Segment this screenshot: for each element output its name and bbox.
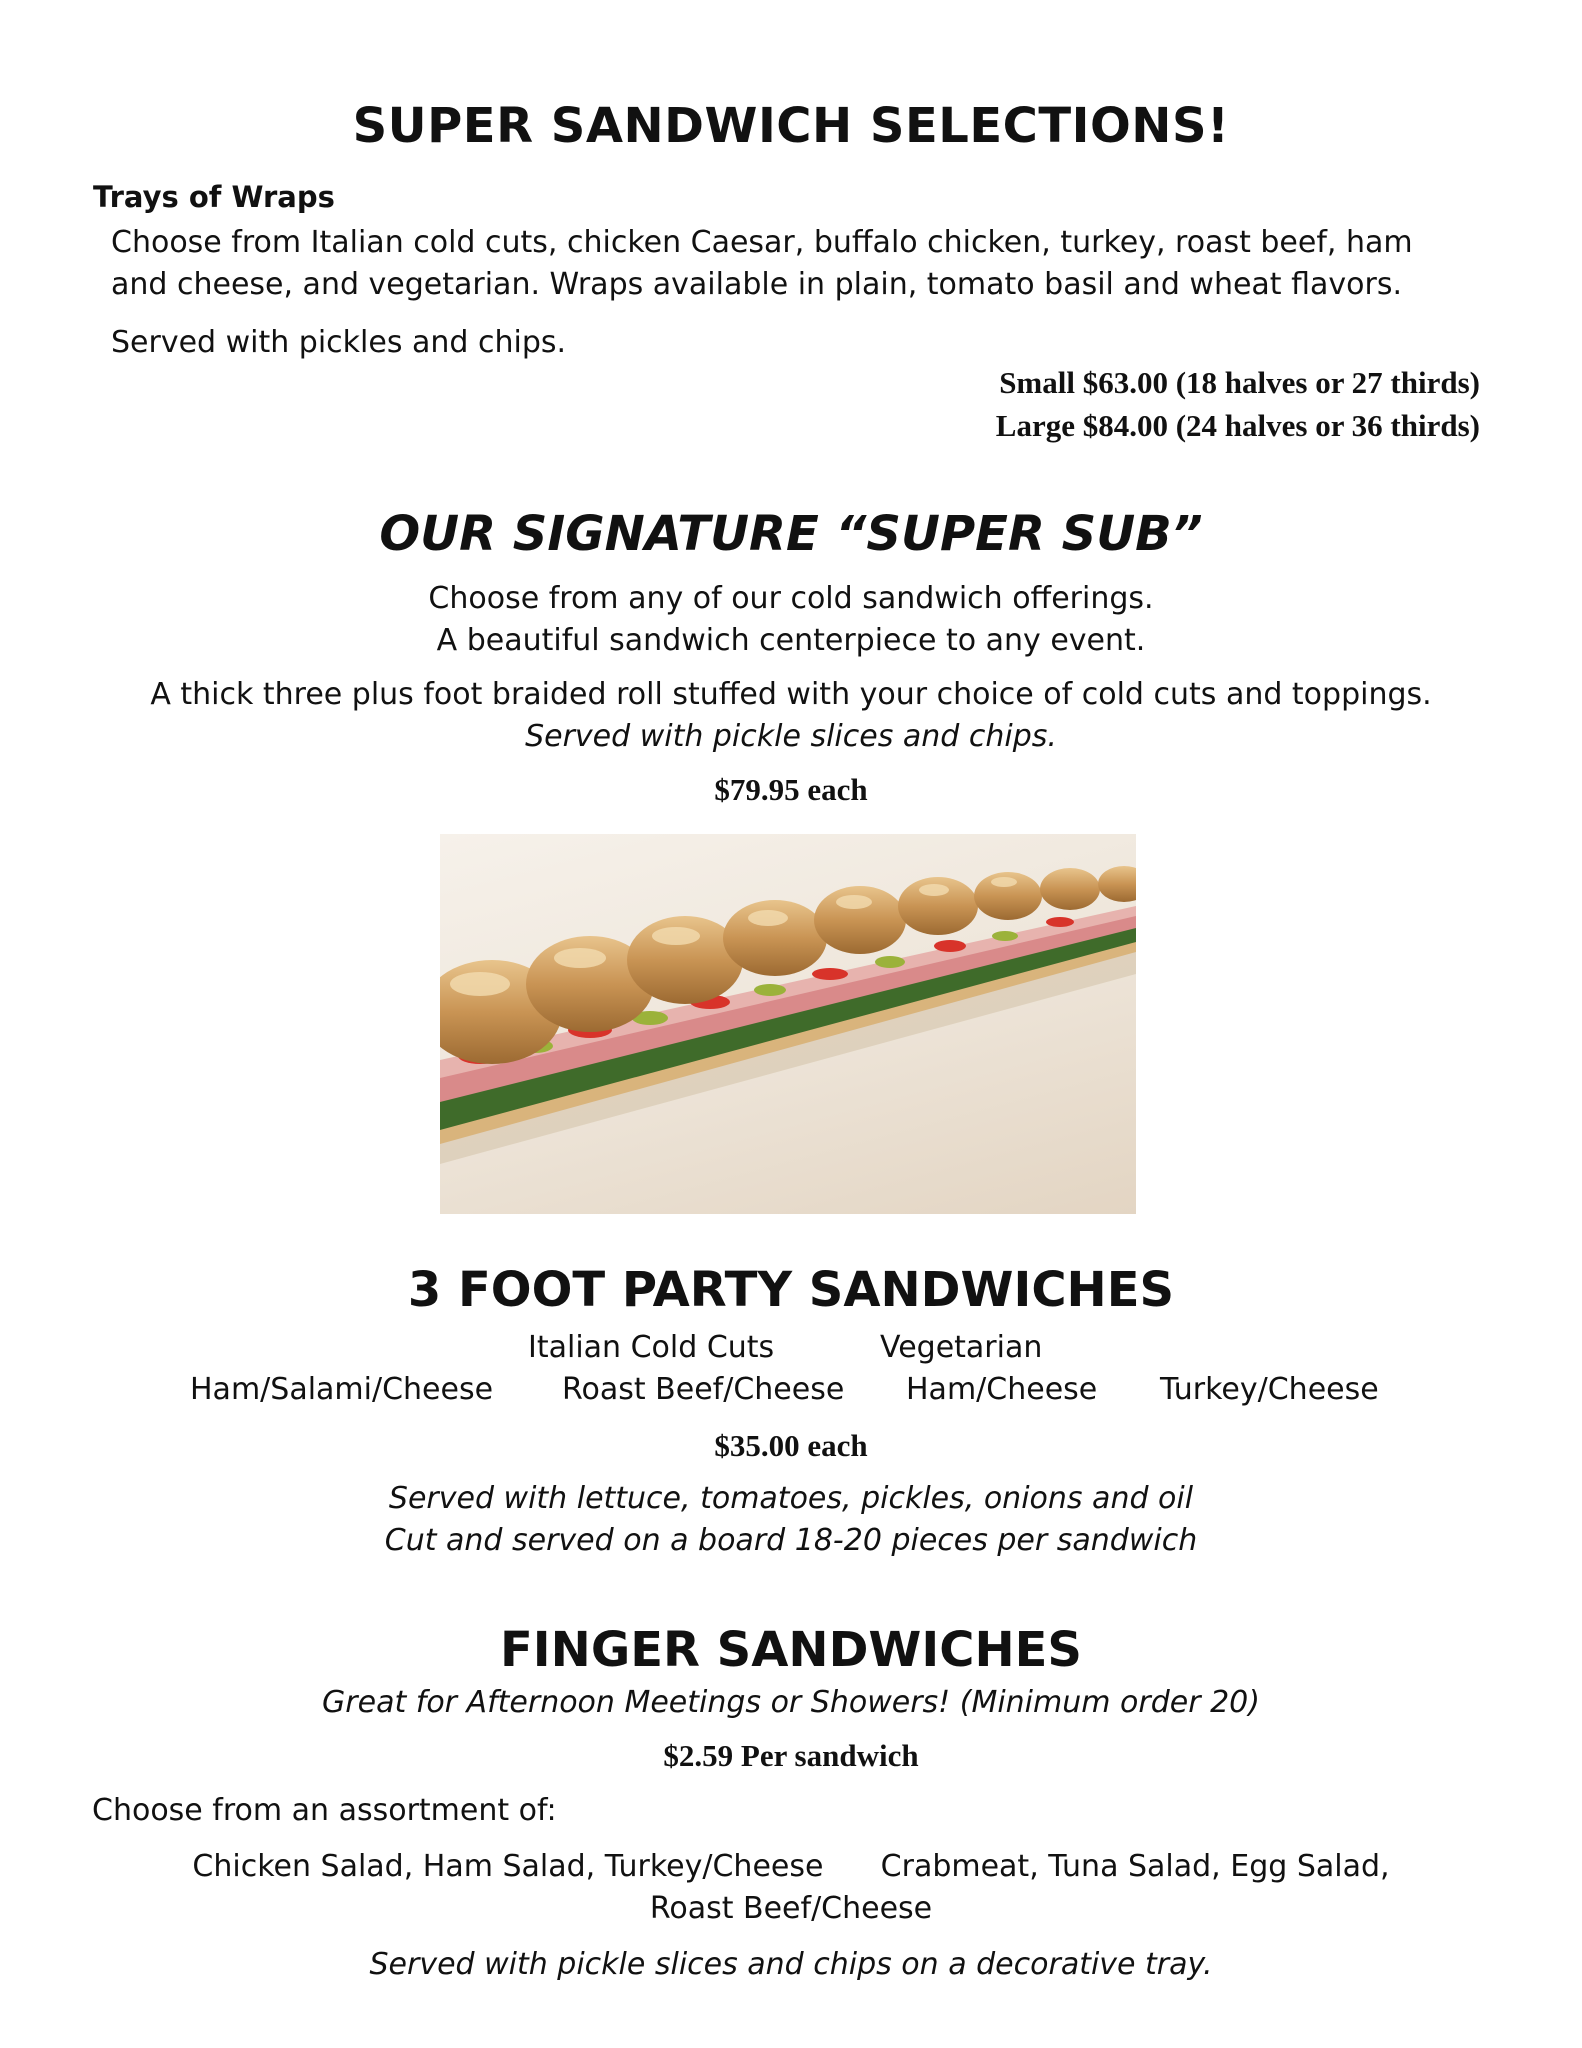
wraps-description — [111, 222, 1471, 306]
party-item-turkey-cheese: Turkey/Cheese — [1160, 1372, 1379, 1407]
party-item-roast-beef-cheese: Roast Beef/Cheese — [562, 1372, 845, 1407]
super-sub-line1: Choose from any of our cold sandwich offerings. — [428, 581, 1154, 616]
party-item-vegetarian: Vegetarian — [880, 1330, 1043, 1365]
party-price: $35.00 each — [714, 1428, 868, 1463]
party-row-2 — [0, 1372, 1582, 1414]
super-sub-line3: A thick three plus foot braided roll stuffed with your choice of cold cuts and toppings. — [150, 677, 1432, 712]
wraps-heading: Trays of Wraps — [93, 180, 335, 214]
finger-price: $2.59 Per sandwich — [663, 1738, 919, 1773]
super-sub-photo — [440, 834, 1136, 1214]
party-item-italian-cold-cuts: Italian Cold Cuts — [528, 1330, 775, 1365]
party-row-1 — [0, 1330, 1582, 1372]
super-sub-heading: OUR SIGNATURE “SUPER SUB” — [379, 506, 1203, 562]
super-sub-line4: Served with pickle slices and chips. — [525, 719, 1057, 754]
super-sub-price: $79.95 each — [714, 772, 868, 807]
party-note-1: Served with lettuce, tomatoes, pickles, onions and oil — [388, 1481, 1194, 1516]
wraps-description-line2: and cheese, and vegetarian. Wraps available in plain, tomato basil and wheat flavors. — [111, 267, 1402, 302]
page-title: SUPER SANDWICH SELECTIONS! — [352, 98, 1230, 154]
party-item-ham-cheese: Ham/Cheese — [906, 1372, 1098, 1407]
party-heading: 3 FOOT PARTY SANDWICHES — [407, 1262, 1175, 1318]
finger-heading: FINGER SANDWICHES — [500, 1622, 1082, 1678]
super-sub-line2: A beautiful sandwich centerpiece to any event. — [436, 623, 1146, 658]
wraps-description-line1: Choose from Italian cold cuts, chicken Caesar, buffalo chicken, turkey, roast beef, ham — [111, 225, 1413, 260]
finger-choose: Choose from an assortment of: — [92, 1793, 557, 1828]
wraps-price-large: Large $84.00 (24 halves or 36 thirds) — [995, 408, 1480, 443]
finger-assortment-line1: Chicken Salad, Ham Salad, Turkey/Cheese Crabmeat, Tuna Salad, Egg Salad, — [192, 1849, 1390, 1884]
finger-served: Served with pickle slices and chips on a decorative tray. — [369, 1947, 1213, 1982]
finger-assortment-line2: Roast Beef/Cheese — [649, 1891, 933, 1926]
wraps-price-small: Small $63.00 (18 halves or 27 thirds) — [999, 365, 1480, 400]
party-item-ham-salami-cheese: Ham/Salami/Cheese — [190, 1372, 494, 1407]
party-note-2: Cut and served on a board 18-20 pieces per sandwich — [384, 1523, 1198, 1558]
super-sub-illustration — [440, 834, 1136, 1214]
finger-subtitle: Great for Afternoon Meetings or Showers! (Minimum order 20) — [322, 1685, 1260, 1720]
wraps-served: Served with pickles and chips. — [111, 325, 567, 360]
